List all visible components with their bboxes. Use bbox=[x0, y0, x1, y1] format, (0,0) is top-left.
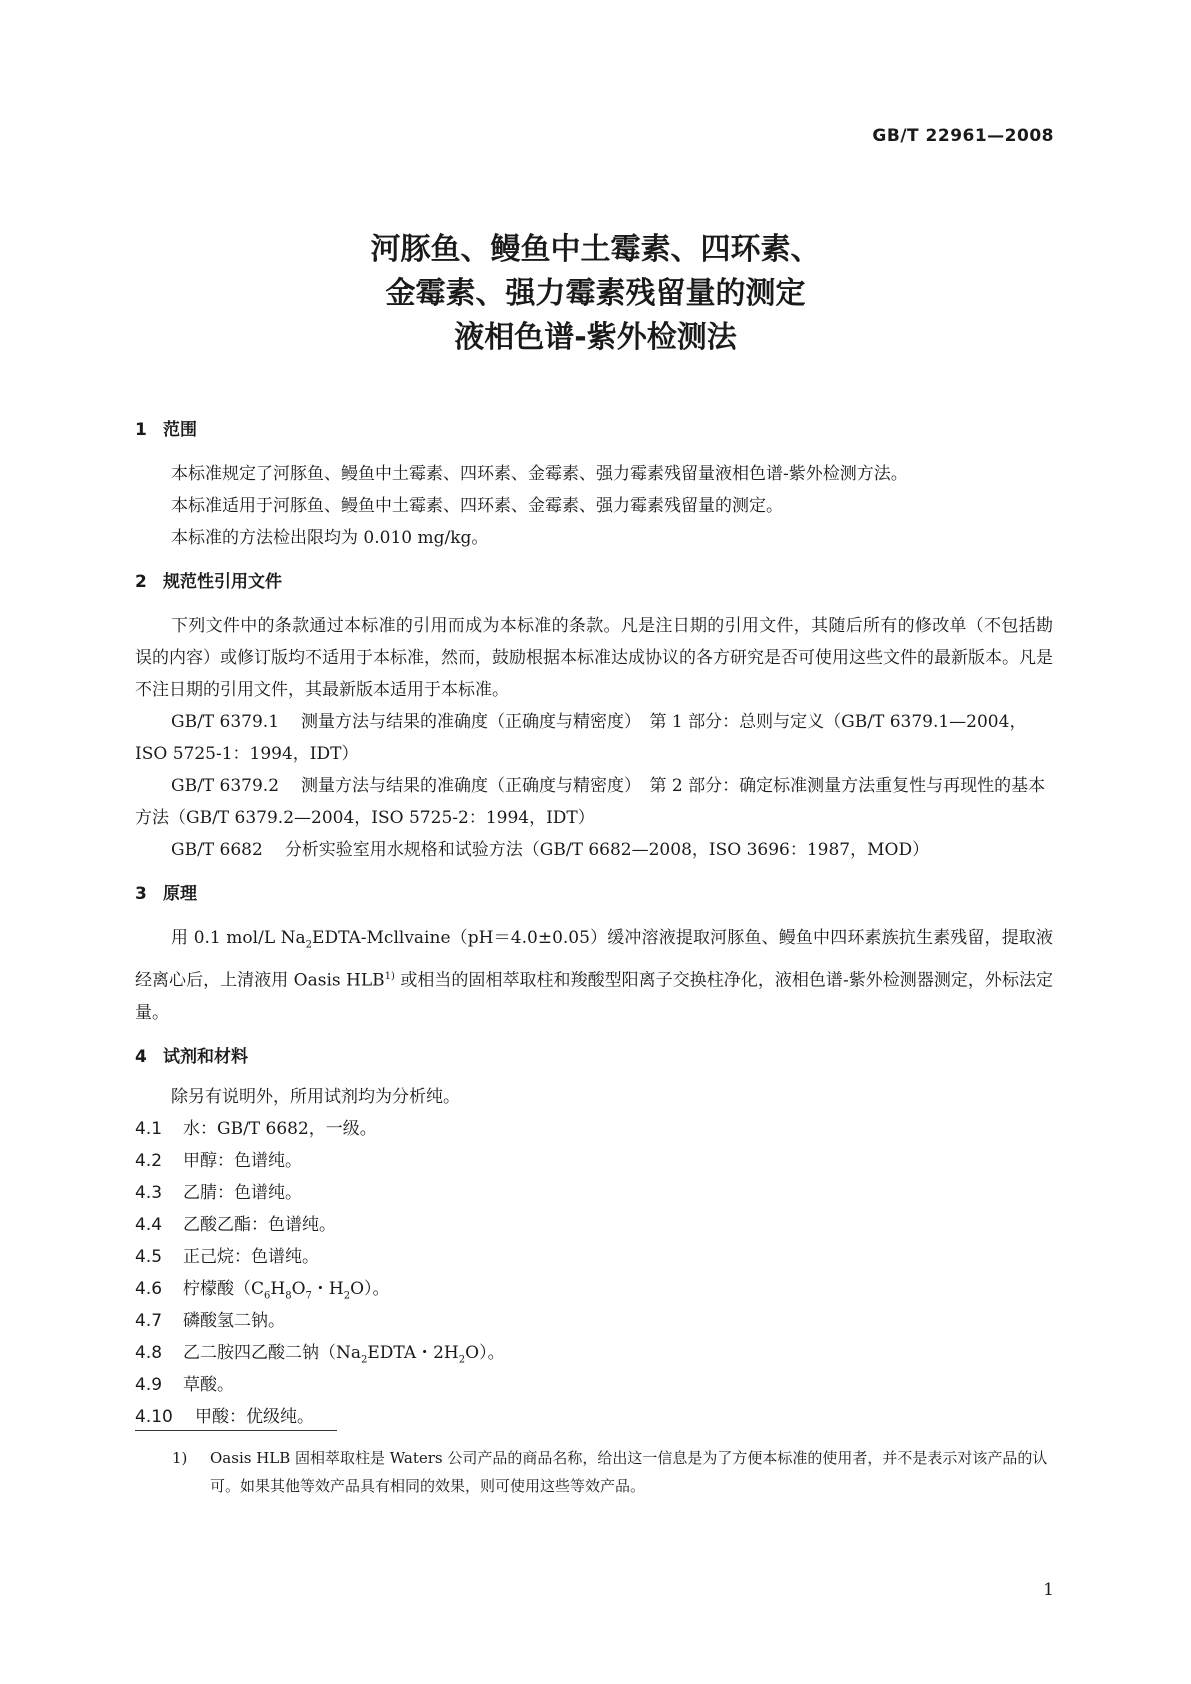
reference-entry bbox=[135, 770, 1053, 834]
item-number: 4.9 bbox=[135, 1375, 163, 1396]
paragraph: 本标准规定了河豚鱼、鳗鱼中土霉素、四环素、金霉素、强力霉素残留量液相色谱-紫外检测方法。 bbox=[171, 464, 908, 484]
item-text: 乙酸乙酯：色谱纯。 bbox=[183, 1215, 336, 1236]
footnote-mark: 1) bbox=[172, 1449, 188, 1467]
list-item bbox=[135, 1113, 1053, 1145]
section-title: 规范性引用文件 bbox=[163, 572, 282, 592]
paragraph bbox=[135, 922, 1053, 1029]
item-text: 正己烷：色谱纯。 bbox=[183, 1247, 319, 1268]
document-body bbox=[135, 414, 1053, 1433]
reference-code: GB/T 6379.1 bbox=[171, 712, 280, 732]
text-run: EDTA-Mcllvaine（pH＝4.0±0.05）缓冲溶液提取河豚鱼、鳗鱼中四环素族抗生素残留，提取液经离心后，上清液用 Oasis HLB bbox=[135, 928, 1053, 992]
list-item bbox=[135, 1241, 1053, 1273]
list-item bbox=[135, 1305, 1053, 1337]
section-number: 4 bbox=[135, 1047, 147, 1068]
section-heading-scope bbox=[135, 414, 1053, 446]
section-number: 3 bbox=[135, 884, 147, 904]
subscript: 2 bbox=[305, 939, 313, 951]
document-title bbox=[0, 228, 1191, 360]
item-number: 4.6 bbox=[135, 1279, 163, 1300]
item-number: 4.4 bbox=[135, 1215, 163, 1236]
reference-entry bbox=[135, 706, 1053, 770]
section-heading-reagents bbox=[135, 1041, 1053, 1073]
list-item bbox=[135, 1145, 1053, 1177]
list-item bbox=[135, 1369, 1053, 1401]
item-text: 甲酸：优级纯。 bbox=[195, 1407, 314, 1428]
item-text: 甲醇：色谱纯。 bbox=[183, 1151, 302, 1172]
title-line-1: 河豚鱼、鳗鱼中土霉素、四环素、 bbox=[370, 232, 821, 267]
item-number: 4.2 bbox=[135, 1151, 163, 1172]
item-text: 水：GB/T 6682，一级。 bbox=[183, 1119, 377, 1140]
section-number: 2 bbox=[135, 572, 147, 592]
list-item bbox=[135, 1337, 1053, 1369]
list-item bbox=[135, 1401, 1053, 1433]
page-number: 1 bbox=[1043, 1580, 1054, 1600]
item-number: 4.1 bbox=[135, 1119, 163, 1140]
section-title: 原理 bbox=[163, 884, 197, 904]
reference-text: 测量方法与结果的准确度（正确度与精密度） 第 2 部分：确定标准测量方法重复性与再现性的基本方法（GB/T 6379.2—2004，ISO 5725-2：1994，IDT） bbox=[135, 776, 1046, 828]
item-text: 磷酸氢二钠。 bbox=[183, 1311, 285, 1332]
item-number: 4.3 bbox=[135, 1183, 163, 1204]
reference-code: GB/T 6682 bbox=[171, 840, 263, 860]
paragraph: 下列文件中的条款通过本标准的引用而成为本标准的条款。凡是注日期的引用文件，其随后所有的修改单（不包括勘误的内容）或修订版均不适用于本标准，然而，鼓励根据本标准达成协议的各方研究是否可使用这些文件的最新版本。凡是不注日期的引用文件，其最新版本适用于本标准。 bbox=[135, 616, 1053, 700]
title-line-3: 液相色谱-紫外检测法 bbox=[454, 320, 737, 355]
list-item bbox=[135, 1273, 1053, 1305]
reference-text: 测量方法与结果的准确度（正确度与精密度） 第 1 部分：总则与定义（GB/T 6379.1—2004，ISO 5725-1：1994，IDT） bbox=[135, 712, 1027, 764]
paragraph: 除另有说明外，所用试剂均为分析纯。 bbox=[171, 1087, 460, 1108]
reference-entry bbox=[135, 834, 1053, 866]
paragraph: 本标准适用于河豚鱼、鳗鱼中土霉素、四环素、金霉素、强力霉素残留量的测定。 bbox=[171, 496, 783, 516]
list-item bbox=[135, 1209, 1053, 1241]
standard-code: GB/T 22961—2008 bbox=[872, 126, 1054, 146]
section-title: 范围 bbox=[163, 420, 197, 440]
reference-code: GB/T 6379.2 bbox=[171, 776, 280, 796]
item-number: 4.7 bbox=[135, 1311, 163, 1332]
footnote-separator bbox=[135, 1430, 337, 1431]
footnote-reference: 1) bbox=[384, 971, 395, 983]
item-text: 草酸。 bbox=[183, 1375, 234, 1396]
section-title: 试剂和材料 bbox=[163, 1047, 248, 1068]
text-run: 用 0.1 mol/L Na bbox=[171, 928, 306, 948]
item-text: 柠檬酸（$C_6H_8O_7$・$H_2O$）。 bbox=[183, 1279, 390, 1302]
list-item bbox=[135, 1177, 1053, 1209]
title-line-2: 金霉素、强力霉素残留量的测定 bbox=[385, 276, 806, 311]
item-text: 乙二胺四乙酸二钠（$Na_2EDTA$・$2H_2O$）。 bbox=[183, 1343, 505, 1366]
text-run: 或相当的固相萃取柱和羧酸型阳离子交换柱净化，液相色谱-紫外检测器测定，外标法定量。 bbox=[135, 971, 1053, 1024]
item-number: 4.5 bbox=[135, 1247, 163, 1268]
item-text: 乙腈：色谱纯。 bbox=[183, 1183, 302, 1204]
item-number: 4.10 bbox=[135, 1407, 173, 1428]
footnote bbox=[172, 1444, 1052, 1500]
item-number: 4.8 bbox=[135, 1343, 163, 1364]
reference-text: 分析实验室用水规格和试验方法（GB/T 6682—2008，ISO 3696：1987，MOD） bbox=[284, 840, 930, 860]
section-heading-normative-references bbox=[135, 566, 1053, 598]
footnote-text: Oasis HLB 固相萃取柱是 Waters 公司产品的商品名称，给出这一信息是为了方便本标准的使用者，并不是表示对该产品的认可。如果其他等效产品具有相同的效果，则可使用这些等效产品。 bbox=[210, 1449, 1048, 1495]
section-heading-principle bbox=[135, 878, 1053, 910]
paragraph: 本标准的方法检出限均为 0.010 mg/kg。 bbox=[171, 528, 489, 548]
section-number: 1 bbox=[135, 420, 147, 440]
